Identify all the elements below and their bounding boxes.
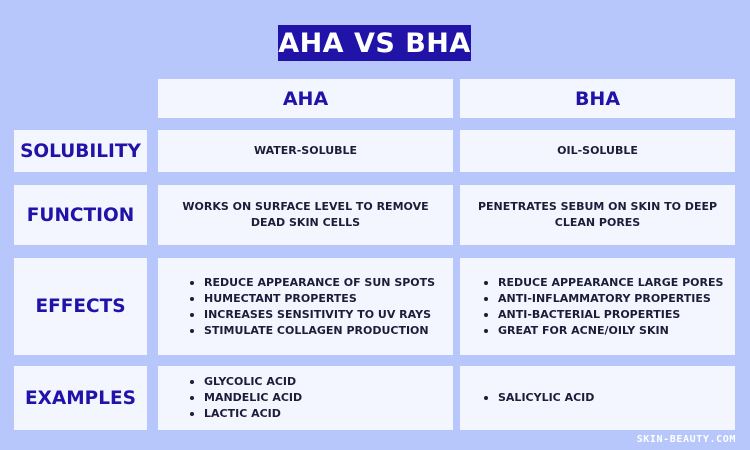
list-item: GREAT FOR ACNE/OILY SKIN xyxy=(482,323,723,339)
effects-bha-list xyxy=(482,275,723,339)
effects-aha-list xyxy=(188,275,435,339)
row-label-text: FUNCTION xyxy=(26,204,135,226)
row-label-effects xyxy=(14,258,147,355)
column-header-label: BHA xyxy=(574,87,621,110)
function-aha-cell xyxy=(158,185,453,245)
row-label-text: SOLUBILITY xyxy=(20,140,141,162)
examples-aha-list xyxy=(188,374,302,422)
solubility-aha-cell xyxy=(158,130,453,172)
list-item: ANTI-INFLAMMATORY PROPERTIES xyxy=(482,291,723,307)
effects-bha-cell xyxy=(460,258,735,355)
list-item: REDUCE APPEARANCE OF SUN SPOTS xyxy=(188,275,435,291)
cell-text: WATER-SOLUBLE xyxy=(253,144,358,157)
list-item: SALICYLIC ACID xyxy=(482,390,594,406)
page-title: AHA VS BHA xyxy=(278,25,471,61)
examples-aha-cell xyxy=(158,366,453,430)
list-item: HUMECTANT PROPERTES xyxy=(188,291,435,307)
row-label-text: EFFECTS xyxy=(35,296,126,317)
row-label-solubility xyxy=(14,130,147,172)
examples-bha-cell xyxy=(460,366,735,430)
column-header-bha xyxy=(460,79,735,118)
cell-text: PENETRATES SEBUM ON SKIN TO DEEP CLEAN PORES xyxy=(477,200,718,229)
solubility-bha-cell xyxy=(460,130,735,172)
row-label-text: EXAMPLES xyxy=(25,387,136,409)
list-item: ANTI-BACTERIAL PROPERTIES xyxy=(482,307,723,323)
column-header-label: AHA xyxy=(282,87,329,110)
cell-text: WORKS ON SURFACE LEVEL TO REMOVE DEAD SKIN CELLS xyxy=(182,200,429,229)
cell-text: OIL-SOLUBLE xyxy=(557,144,638,157)
effects-aha-cell xyxy=(158,258,453,355)
row-label-examples xyxy=(14,366,147,430)
examples-bha-list xyxy=(482,390,594,406)
function-bha-cell xyxy=(460,185,735,245)
list-item: REDUCE APPEARANCE LARGE PORES xyxy=(482,275,723,291)
column-header-aha xyxy=(158,79,453,118)
row-label-function xyxy=(14,185,147,245)
list-item: INCREASES SENSITIVITY TO UV RAYS xyxy=(188,307,435,323)
list-item: GLYCOLIC ACID xyxy=(188,374,302,390)
list-item: LACTIC ACID xyxy=(188,406,302,422)
watermark: SKIN-BEAUTY.COM xyxy=(636,434,736,445)
list-item: STIMULATE COLLAGEN PRODUCTION xyxy=(188,323,435,339)
list-item: MANDELIC ACID xyxy=(188,390,302,406)
